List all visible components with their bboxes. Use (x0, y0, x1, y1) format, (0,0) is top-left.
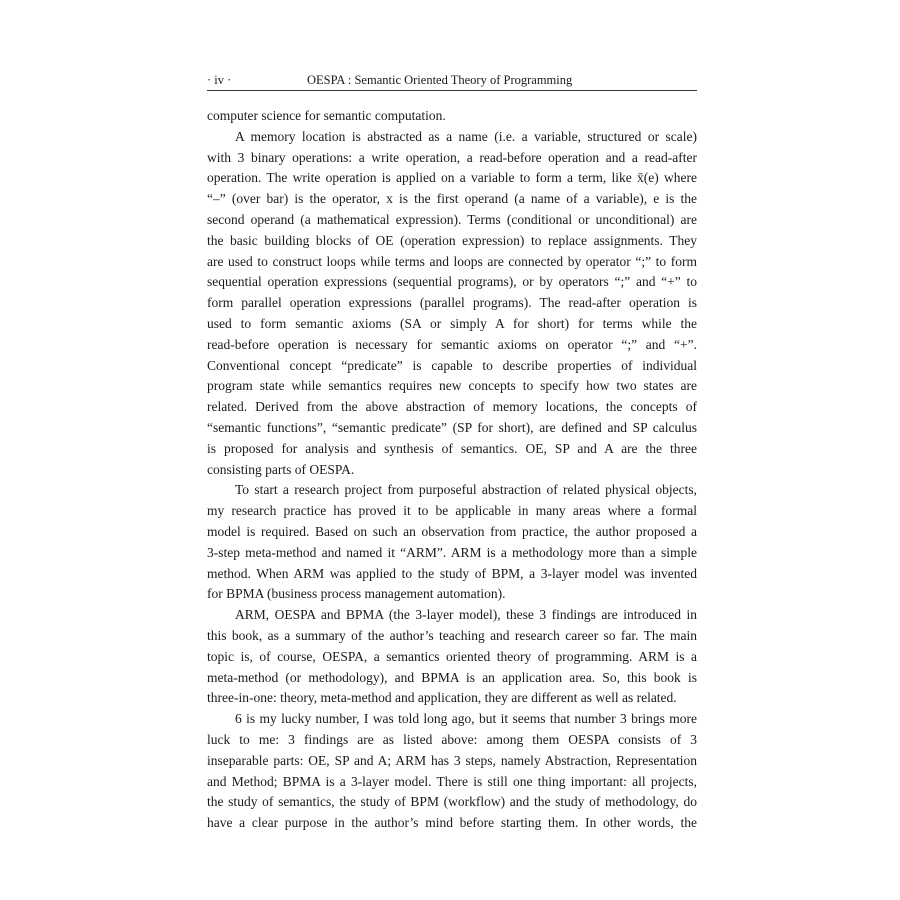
text-line: have a clear purpose in the author’s mind before starting them. In other words, the (207, 815, 697, 831)
text-line: program state while semantics requires new concepts to specify how two states are (207, 378, 697, 394)
text-line: three-in-one: theory, meta-method and application, they are different as well as related. (207, 690, 677, 706)
text-line: read-before operation is necessary for semantic axioms on operator “;” and “+”. (207, 336, 697, 352)
text-line: with 3 binary operations: a write operation, a read-before operation and a read-after (207, 149, 697, 165)
text-line: “semantic functions”, “semantic predicate” (SP for short), are defined and SP calculus (207, 419, 697, 435)
text-line: 3-step meta-method and named it “ARM”. ARM is a methodology more than a simple (207, 544, 697, 560)
text-line: inseparable parts: OE, SP and A; ARM has 3 steps, namely Abstraction, Representation (207, 752, 697, 768)
text-line: sequential operation expressions (sequential programs), or by operators “;” and “+” to (207, 274, 697, 290)
text-line: and Method; BPMA is a 3-layer model. There is still one thing important: all projects, (207, 773, 697, 789)
text-line: operation. The write operation is applied on a variable to form a term, like x̄(e) where (207, 170, 697, 186)
text-line: “–” (over bar) is the operator, x is the first operand (a name of a variable), e is the (207, 191, 697, 207)
text-line: ARM, OESPA and BPMA (the 3-layer model), these 3 findings are introduced in (235, 607, 697, 623)
text-line: Conventional concept “predicate” is capable to describe properties of individual (207, 357, 697, 373)
running-title: OESPA : Semantic Oriented Theory of Programming (307, 73, 573, 87)
page-number: · iv · (207, 73, 232, 87)
text-line: is proposed for analysis and synthesis of semantics. OE, SP and A are the three (207, 440, 697, 456)
text-line: used to form semantic axioms (SA or simply A for short) for terms while the (207, 315, 697, 331)
text-line: this book, as a summary of the author’s teaching and research career so far. The main (207, 627, 697, 643)
body-text (207, 106, 697, 834)
text-line: meta-method (or methodology), and BPMA is an application area. So, this book is (207, 669, 697, 685)
text-line: the study of semantics, the study of BPM (workflow) and the study of methodology, do (207, 794, 697, 810)
text-line: second operand (a mathematical expression). Terms (conditional or unconditional) are (207, 211, 697, 227)
header-rule (207, 90, 697, 91)
text-line: 6 is my lucky number, I was told long ago, but it seems that number 3 brings more (235, 711, 697, 727)
text-line: A memory location is abstracted as a name (i.e. a variable, structured or scale) (235, 128, 697, 144)
running-header (207, 71, 697, 89)
text-line: luck to me: 3 findings are as listed above: among them OESPA consists of 3 (207, 731, 697, 747)
text-line: To start a research project from purposeful abstraction of related physical objects, (235, 482, 697, 498)
text-line: method. When ARM was applied to the study of BPM, a 3-layer model was invented (207, 565, 697, 581)
text-line: related. Derived from the above abstraction of memory locations, the concepts of (207, 399, 697, 415)
text-line: computer science for semantic computation. (207, 108, 446, 123)
text-line: form parallel operation expressions (parallel programs). The read-after operation is (207, 295, 697, 311)
text-line: for BPMA (business process management automation). (207, 586, 506, 602)
text-line: are used to construct loops while terms and loops are connected by operator “;” to form (207, 253, 697, 269)
text-line: consisting parts of OESPA. (207, 461, 355, 477)
text-line: model is required. Based on such an observation from practice, the author proposed a (207, 523, 697, 539)
text-line: topic is, of course, OESPA, a semantics oriented theory of programming. ARM is a (207, 648, 697, 664)
text-line: the basic building blocks of OE (operation expression) to replace assignments. They (207, 232, 697, 248)
text-line: my research practice has proved it to be applicable in many areas where a formal (207, 503, 697, 519)
